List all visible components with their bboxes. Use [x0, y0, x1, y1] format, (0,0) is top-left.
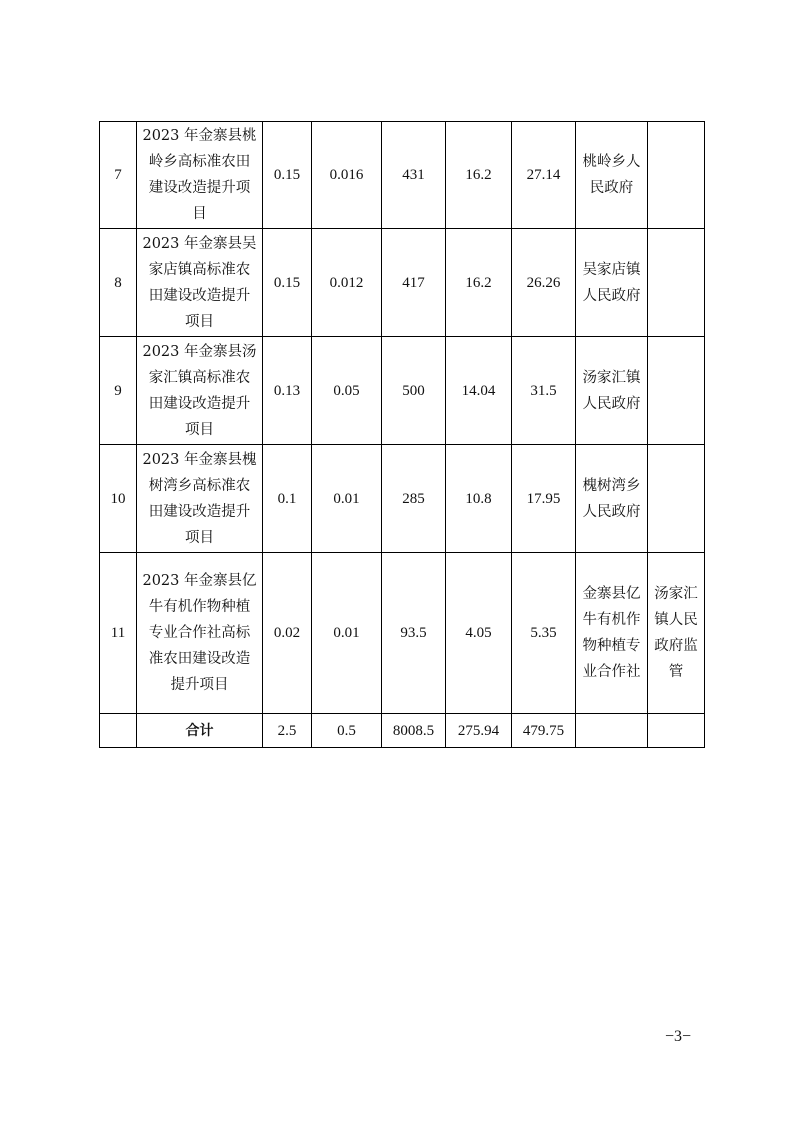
value-cell: 417 [382, 229, 446, 337]
total-row [100, 714, 705, 748]
implementing-unit: 槐树湾乡人民政府 [576, 445, 648, 553]
row-number: 10 [100, 445, 137, 553]
value-cell: 0.02 [263, 553, 312, 714]
table-row [100, 122, 705, 229]
note-cell [648, 445, 705, 553]
implementing-unit: 桃岭乡人民政府 [576, 122, 648, 229]
value-cell: 0.012 [312, 229, 382, 337]
total-value: 2.5 [263, 714, 312, 748]
implementing-unit: 汤家汇镇人民政府 [576, 337, 648, 445]
note-cell [648, 122, 705, 229]
value-cell: 16.2 [446, 122, 512, 229]
project-name: 2023 年金寨县汤家汇镇高标准农田建设改造提升项目 [137, 337, 263, 445]
row-number: 7 [100, 122, 137, 229]
project-table [99, 121, 705, 748]
value-cell: 16.2 [446, 229, 512, 337]
table-row [100, 337, 705, 445]
value-cell: 0.1 [263, 445, 312, 553]
value-cell: 0.15 [263, 229, 312, 337]
total-value: 0.5 [312, 714, 382, 748]
value-cell: 0.13 [263, 337, 312, 445]
project-name: 2023 年金寨县槐树湾乡高标准农田建设改造提升项目 [137, 445, 263, 553]
value-cell: 431 [382, 122, 446, 229]
empty-cell [648, 714, 705, 748]
value-cell: 27.14 [512, 122, 576, 229]
total-label: 合计 [137, 714, 263, 748]
value-cell: 93.5 [382, 553, 446, 714]
note-cell [648, 229, 705, 337]
value-cell: 26.26 [512, 229, 576, 337]
value-cell: 4.05 [446, 553, 512, 714]
row-number: 8 [100, 229, 137, 337]
value-cell: 0.01 [312, 553, 382, 714]
value-cell: 0.01 [312, 445, 382, 553]
empty-cell [100, 714, 137, 748]
value-cell: 0.05 [312, 337, 382, 445]
total-value: 479.75 [512, 714, 576, 748]
note-cell: 汤家汇镇人民政府监管 [648, 553, 705, 714]
implementing-unit: 吴家店镇人民政府 [576, 229, 648, 337]
value-cell: 31.5 [512, 337, 576, 445]
value-cell: 10.8 [446, 445, 512, 553]
page-number: −3− [665, 1028, 692, 1045]
value-cell: 285 [382, 445, 446, 553]
value-cell: 17.95 [512, 445, 576, 553]
implementing-unit: 金寨县亿牛有机作物种植专业合作社 [576, 553, 648, 714]
table-row [100, 445, 705, 553]
total-value: 275.94 [446, 714, 512, 748]
note-cell [648, 337, 705, 445]
table-row [100, 229, 705, 337]
value-cell: 14.04 [446, 337, 512, 445]
value-cell: 0.15 [263, 122, 312, 229]
row-number: 9 [100, 337, 137, 445]
value-cell: 0.016 [312, 122, 382, 229]
project-name: 2023 年金寨县亿牛有机作物种植专业合作社高标准农田建设改造提升项目 [137, 553, 263, 714]
empty-cell [576, 714, 648, 748]
value-cell: 5.35 [512, 553, 576, 714]
project-name: 2023 年金寨县吴家店镇高标准农田建设改造提升项目 [137, 229, 263, 337]
value-cell: 500 [382, 337, 446, 445]
project-name: 2023 年金寨县桃岭乡高标准农田建设改造提升项目 [137, 122, 263, 229]
total-value: 8008.5 [382, 714, 446, 748]
table-row [100, 553, 705, 714]
row-number: 11 [100, 553, 137, 714]
